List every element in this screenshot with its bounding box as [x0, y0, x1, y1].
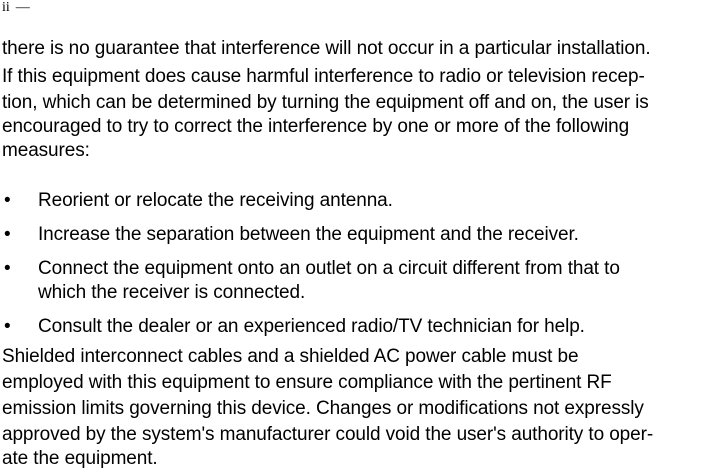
paragraph-line: measures: — [2, 140, 90, 161]
header-dash: — — [15, 0, 30, 15]
bullet-symbol: • — [4, 316, 11, 337]
paragraph-line: there is no guarantee that interference will not occur in a particular installation. — [2, 38, 651, 59]
list-item-text: Increase the separation between the equipment and the receiver. — [38, 224, 579, 245]
paragraph-line: Shielded interconnect cables and a shielded AC power cable must be — [2, 346, 579, 367]
paragraph-line: employed with this equipment to ensure compliance with the pertinent RF — [2, 372, 612, 393]
list-item-text: Reorient or relocate the receiving antenna. — [38, 190, 393, 211]
paragraph-line: encouraged to try to correct the interference by one or more of the following — [2, 116, 630, 137]
list-item-text: Consult the dealer or an experienced radio/TV technician for help. — [38, 316, 585, 337]
paragraph-line: ate the equipment. — [2, 448, 158, 469]
page-number: ii — [2, 0, 10, 15]
bullet-symbol: • — [4, 190, 11, 211]
page-header — [2, 0, 30, 16]
paragraph-line: tion, which can be determined by turning the equipment off and on, the user is — [2, 92, 649, 113]
bullet-symbol: • — [4, 224, 11, 245]
list-item-text: which the receiver is connected. — [38, 282, 306, 303]
paragraph-line: If this equipment does cause harmful interference to radio or television recep- — [2, 66, 645, 87]
bullet-symbol: • — [4, 258, 11, 279]
paragraph-line: approved by the system's manufacturer could void the user's authority to oper- — [2, 424, 654, 445]
list-item-text: Connect the equipment onto an outlet on a circuit different from that to — [38, 258, 620, 279]
paragraph-line: emission limits governing this device. Changes or modifications not expressly — [2, 398, 644, 419]
